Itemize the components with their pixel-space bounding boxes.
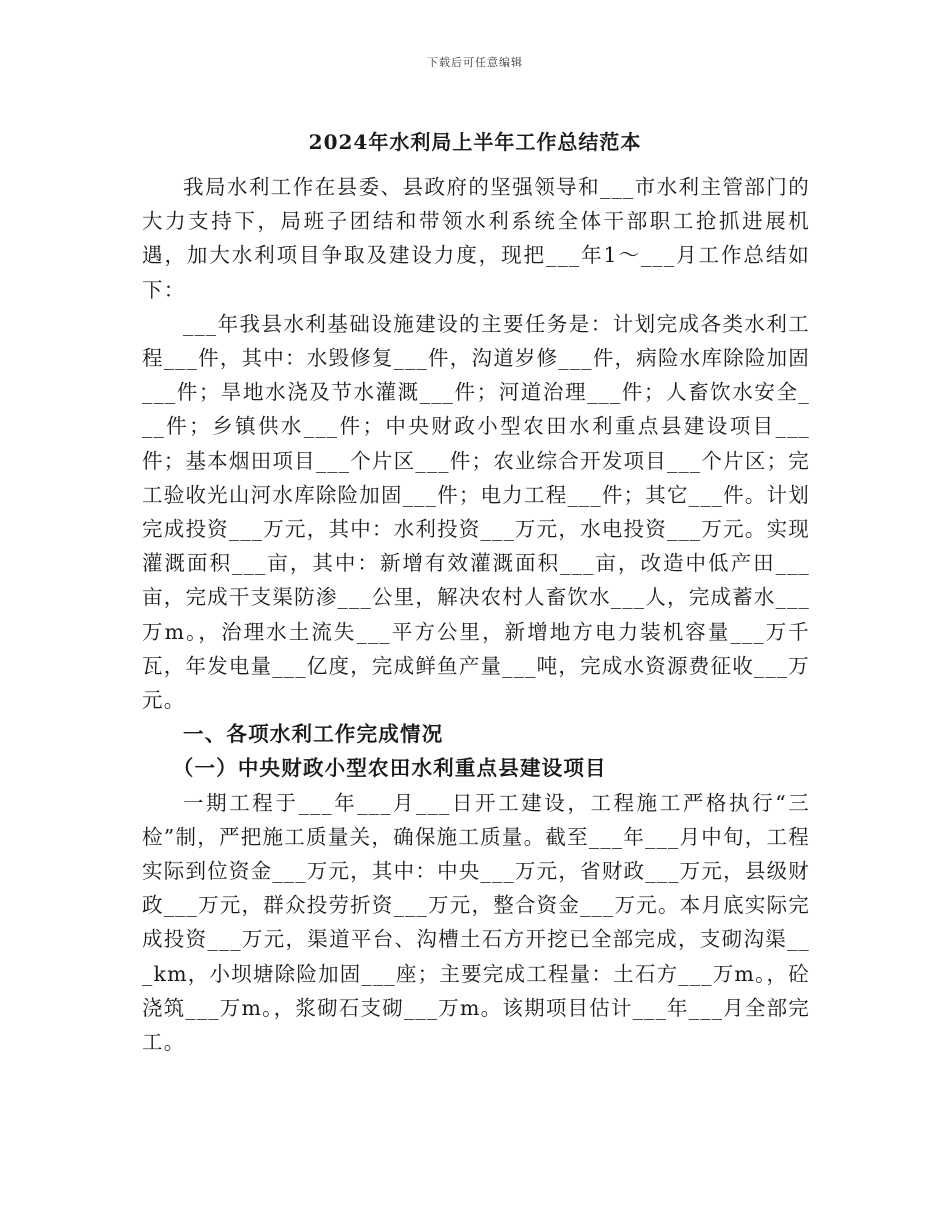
task-paragraph: ___年我县水利基础设施建设的主要任务是：计划完成各类水利工程___件，其中：水毁修复___件，沟道岁修___件，病险水库除险加固___件；旱地水浇及节水灌溉___件；河道治理___件；人畜饮水安全___件；乡镇供水___件；中央财政小型农田水利重点县建设项目___件；基本烟田项目___个片区___件；农业综合开发项目___个片区；完工验收光山河水库除险加固___件；电力工程___件；其它___件。计划完成投资___万元，其中：水利投资___万元，水电投资___万元。实现灌溉面积___亩，其中：新增有效灌溉面积___亩，改造中低产田___亩，完成干支渠防渗___公里，解决农村人畜饮水___人，完成蓄水___万m。，治理水土流失___平方公里，新增地方电力装机容量___万千瓦，年发电量___亿度，完成鲜鱼产量___吨，完成水资源费征收___万元。 xyxy=(142,311,810,713)
header-note: 下载后可任意编辑 xyxy=(427,56,523,69)
intro-paragraph: 我局水利工作在县委、县政府的坚强领导和___市水利主管部门的大力支持下，局班子团结和带领水利系统全体干部职工抢抓进展机遇，加大水利项目争取及建设力度，现把___年1～___月工作总结如下： xyxy=(142,175,810,302)
project-paragraph: 一期工程于___年___月___日开工建设，工程施工严格执行“三检”制，严把施工质量关，确保施工质量。截至___年___月中旬，工程实际到位资金___万元，其中：中央___万元，省财政___万元，县级财政___万元，群众投劳折资___万元，整合资金___万元。本月底实际完成投资___万元，渠道平台、沟槽土石方开挖已全部完成，支砌沟渠___km，小坝塘除险加固___座；主要完成工程量：土石方___万m。，砼浇筑___万m。，浆砌石支砌___万m。该期项目估计___年___月全部完工。 xyxy=(142,790,810,1055)
section-heading: 一、各项水利工作完成情况 xyxy=(183,722,444,747)
document-body xyxy=(142,170,810,1059)
document-title: 2024年水利局上半年工作总结范本 xyxy=(308,130,642,154)
subsection-heading: （一）中央财政小型农田水利重点县建设项目 xyxy=(172,756,607,781)
